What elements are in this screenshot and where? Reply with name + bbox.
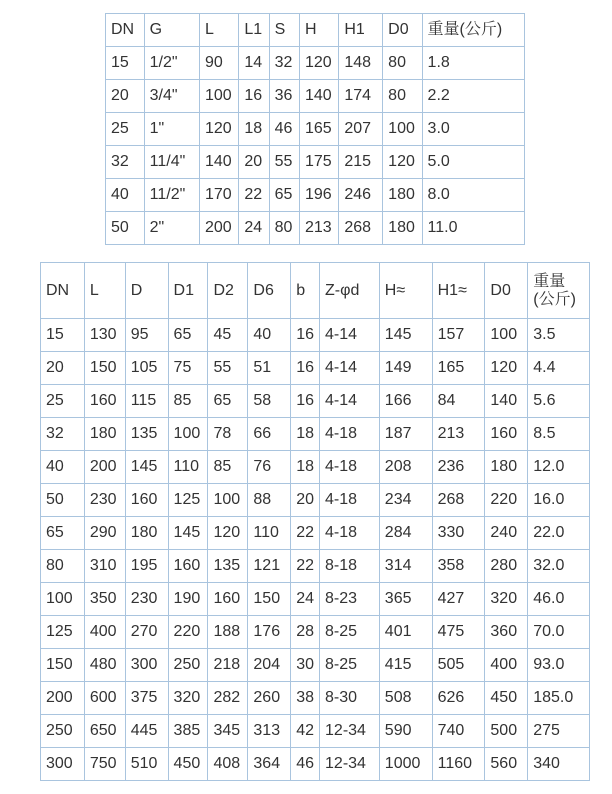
table-cell: 230 — [125, 583, 168, 616]
table-cell: 150 — [41, 649, 85, 682]
table-row — [41, 748, 590, 781]
table-row — [106, 113, 525, 146]
table-cell: 218 — [208, 649, 248, 682]
table-cell: 20 — [106, 80, 145, 113]
table-cell: 375 — [125, 682, 168, 715]
table-cell: 4-18 — [320, 517, 380, 550]
table-cell: 330 — [432, 517, 485, 550]
table-cell: 100 — [41, 583, 85, 616]
table-cell: 401 — [379, 616, 432, 649]
table-cell: 1/2" — [144, 47, 199, 80]
table-cell: 25 — [106, 113, 145, 146]
table-cell: 32.0 — [528, 550, 590, 583]
table-cell: 207 — [339, 113, 383, 146]
table-cell: 400 — [485, 649, 528, 682]
table-cell: 46 — [291, 748, 320, 781]
table-cell: 16 — [291, 352, 320, 385]
table-cell: 345 — [208, 715, 248, 748]
table-cell: 32 — [269, 47, 299, 80]
table-cell: 160 — [125, 484, 168, 517]
column-header: H1 — [339, 14, 383, 47]
table-cell: 16 — [291, 385, 320, 418]
table-cell: 140 — [299, 80, 338, 113]
column-header: S — [269, 14, 299, 47]
table-row — [41, 451, 590, 484]
table-cell: 275 — [528, 715, 590, 748]
table-cell: 475 — [432, 616, 485, 649]
table-cell: 175 — [299, 146, 338, 179]
table-cell: 150 — [84, 352, 125, 385]
table-cell: 66 — [248, 418, 291, 451]
table-cell: 22 — [239, 179, 269, 212]
table-cell: 4-14 — [320, 319, 380, 352]
table-cell: 1" — [144, 113, 199, 146]
table-cell: 188 — [208, 616, 248, 649]
table-cell: 1000 — [379, 748, 432, 781]
table-cell: 320 — [485, 583, 528, 616]
table-cell: 22 — [291, 550, 320, 583]
table-cell: 16 — [291, 319, 320, 352]
table-cell: 187 — [379, 418, 432, 451]
table-cell: 385 — [168, 715, 208, 748]
table-cell: 4.4 — [528, 352, 590, 385]
table-cell: 180 — [383, 212, 422, 245]
table-cell: 24 — [291, 583, 320, 616]
table-cell: 145 — [168, 517, 208, 550]
column-header: DN — [106, 14, 145, 47]
table-cell: 260 — [248, 682, 291, 715]
table-cell: 80 — [383, 47, 422, 80]
table-cell: 11/4" — [144, 146, 199, 179]
table-cell: 166 — [379, 385, 432, 418]
table-cell: 160 — [168, 550, 208, 583]
table-cell: 310 — [84, 550, 125, 583]
table-row — [41, 319, 590, 352]
column-header: b — [291, 263, 320, 319]
table-cell: 135 — [208, 550, 248, 583]
table-cell: 145 — [379, 319, 432, 352]
table-cell: 90 — [200, 47, 239, 80]
table-cell: 282 — [208, 682, 248, 715]
table-cell: 70.0 — [528, 616, 590, 649]
table-cell: 450 — [485, 682, 528, 715]
table-cell: 76 — [248, 451, 291, 484]
table-cell: 250 — [168, 649, 208, 682]
table-cell: 236 — [432, 451, 485, 484]
table-cell: 18 — [239, 113, 269, 146]
table-cell: 40 — [41, 451, 85, 484]
column-header: Z-φd — [320, 263, 380, 319]
table-cell: 135 — [125, 418, 168, 451]
table-cell: 320 — [168, 682, 208, 715]
table-cell: 11.0 — [422, 212, 524, 245]
column-header: L — [200, 14, 239, 47]
table-cell: 5.0 — [422, 146, 524, 179]
table-cell: 46 — [269, 113, 299, 146]
table-cell: 51 — [248, 352, 291, 385]
table-cell: 40 — [106, 179, 145, 212]
table-cell: 110 — [248, 517, 291, 550]
table-cell: 196 — [299, 179, 338, 212]
table-cell: 100 — [485, 319, 528, 352]
table-cell: 208 — [379, 451, 432, 484]
table-cell: 8.5 — [528, 418, 590, 451]
table-cell: 46.0 — [528, 583, 590, 616]
table-cell: 50 — [106, 212, 145, 245]
table-cell: 100 — [208, 484, 248, 517]
table-row — [41, 517, 590, 550]
table-cell: 185.0 — [528, 682, 590, 715]
table-cell: 250 — [41, 715, 85, 748]
table-row — [41, 385, 590, 418]
table-cell: 195 — [125, 550, 168, 583]
table-cell: 213 — [299, 212, 338, 245]
table-cell: 240 — [485, 517, 528, 550]
table-cell: 140 — [200, 146, 239, 179]
table-cell: 480 — [84, 649, 125, 682]
table-row — [41, 616, 590, 649]
table-cell: 600 — [84, 682, 125, 715]
table-cell: 121 — [248, 550, 291, 583]
table-cell: 84 — [432, 385, 485, 418]
table-cell: 270 — [125, 616, 168, 649]
table-cell: 200 — [41, 682, 85, 715]
table-cell: 120 — [299, 47, 338, 80]
table-cell: 220 — [485, 484, 528, 517]
table-cell: 400 — [84, 616, 125, 649]
table-cell: 508 — [379, 682, 432, 715]
table-cell: 2" — [144, 212, 199, 245]
column-header: G — [144, 14, 199, 47]
table-cell: 8-30 — [320, 682, 380, 715]
table-cell: 360 — [485, 616, 528, 649]
table-cell: 15 — [106, 47, 145, 80]
table-cell: 100 — [168, 418, 208, 451]
table-cell: 200 — [84, 451, 125, 484]
table-cell: 80 — [383, 80, 422, 113]
column-header: L1 — [239, 14, 269, 47]
header-row — [106, 14, 525, 47]
table-row — [41, 715, 590, 748]
table-cell: 215 — [339, 146, 383, 179]
table-cell: 85 — [168, 385, 208, 418]
table-cell: 12-34 — [320, 748, 380, 781]
table-cell: 125 — [41, 616, 85, 649]
table-cell: 58 — [248, 385, 291, 418]
table-cell: 148 — [339, 47, 383, 80]
table-cell: 213 — [432, 418, 485, 451]
table-cell: 560 — [485, 748, 528, 781]
table-cell: 200 — [200, 212, 239, 245]
table-cell: 65 — [41, 517, 85, 550]
table-cell: 120 — [383, 146, 422, 179]
table-cell: 284 — [379, 517, 432, 550]
table-cell: 246 — [339, 179, 383, 212]
table-row — [41, 682, 590, 715]
table-row — [106, 179, 525, 212]
table-cell: 427 — [432, 583, 485, 616]
column-header: D0 — [485, 263, 528, 319]
table-cell: 22 — [291, 517, 320, 550]
table-cell: 365 — [379, 583, 432, 616]
table-cell: 65 — [269, 179, 299, 212]
table-cell: 105 — [125, 352, 168, 385]
table-cell: 20 — [41, 352, 85, 385]
table-cell: 4-18 — [320, 484, 380, 517]
table-cell: 358 — [432, 550, 485, 583]
table-cell: 45 — [208, 319, 248, 352]
table-cell: 78 — [208, 418, 248, 451]
table-row — [106, 146, 525, 179]
table-cell: 65 — [168, 319, 208, 352]
table-cell: 3.5 — [528, 319, 590, 352]
table-cell: 300 — [125, 649, 168, 682]
table-cell: 95 — [125, 319, 168, 352]
table-cell: 3.0 — [422, 113, 524, 146]
table-cell: 75 — [168, 352, 208, 385]
table-cell: 2.2 — [422, 80, 524, 113]
table-cell: 110 — [168, 451, 208, 484]
table-cell: 160 — [485, 418, 528, 451]
table-cell: 415 — [379, 649, 432, 682]
table-cell: 350 — [84, 583, 125, 616]
table-cell: 505 — [432, 649, 485, 682]
column-header: H1≈ — [432, 263, 485, 319]
column-header: DN — [41, 263, 85, 319]
table-cell: 4-14 — [320, 385, 380, 418]
table-cell: 3/4" — [144, 80, 199, 113]
table-cell: 8-25 — [320, 649, 380, 682]
table-row — [41, 583, 590, 616]
table-cell: 500 — [485, 715, 528, 748]
table-cell: 38 — [291, 682, 320, 715]
spec-table-threaded — [105, 13, 525, 245]
table-cell: 4-18 — [320, 451, 380, 484]
column-header: H — [299, 14, 338, 47]
table-cell: 157 — [432, 319, 485, 352]
table-cell: 120 — [200, 113, 239, 146]
table-cell: 65 — [208, 385, 248, 418]
table-cell: 740 — [432, 715, 485, 748]
table-cell: 176 — [248, 616, 291, 649]
table-cell: 55 — [269, 146, 299, 179]
table-cell: 8-23 — [320, 583, 380, 616]
column-header: H≈ — [379, 263, 432, 319]
table-cell: 180 — [125, 517, 168, 550]
table-row — [41, 649, 590, 682]
column-header: 重量(公斤) — [528, 263, 590, 319]
table-cell: 16 — [239, 80, 269, 113]
table-cell: 4-18 — [320, 418, 380, 451]
table-cell: 268 — [432, 484, 485, 517]
table-cell: 140 — [485, 385, 528, 418]
table-cell: 300 — [41, 748, 85, 781]
table-cell: 170 — [200, 179, 239, 212]
table-cell: 100 — [200, 80, 239, 113]
table-cell: 180 — [383, 179, 422, 212]
table-cell: 180 — [485, 451, 528, 484]
table-row — [41, 418, 590, 451]
table-cell: 88 — [248, 484, 291, 517]
table-cell: 100 — [383, 113, 422, 146]
column-header: 重量(公斤) — [422, 14, 524, 47]
table-cell: 230 — [84, 484, 125, 517]
table-cell: 1.8 — [422, 47, 524, 80]
table-cell: 22.0 — [528, 517, 590, 550]
table-cell: 30 — [291, 649, 320, 682]
table-cell: 149 — [379, 352, 432, 385]
table-row — [106, 80, 525, 113]
table-cell: 32 — [41, 418, 85, 451]
table-cell: 364 — [248, 748, 291, 781]
column-header: D — [125, 263, 168, 319]
table-cell: 42 — [291, 715, 320, 748]
table-cell: 4-14 — [320, 352, 380, 385]
column-header: D2 — [208, 263, 248, 319]
table-cell: 36 — [269, 80, 299, 113]
table-cell: 160 — [84, 385, 125, 418]
table-cell: 8-18 — [320, 550, 380, 583]
table-row — [106, 212, 525, 245]
table-cell: 24 — [239, 212, 269, 245]
table-cell: 340 — [528, 748, 590, 781]
column-header: D6 — [248, 263, 291, 319]
table-cell: 190 — [168, 583, 208, 616]
table-cell: 80 — [269, 212, 299, 245]
table-cell: 174 — [339, 80, 383, 113]
table-cell: 20 — [239, 146, 269, 179]
table-cell: 750 — [84, 748, 125, 781]
table-cell: 313 — [248, 715, 291, 748]
column-header: D0 — [383, 14, 422, 47]
table-cell: 18 — [291, 451, 320, 484]
column-header: D1 — [168, 263, 208, 319]
table-cell: 55 — [208, 352, 248, 385]
table-cell: 12-34 — [320, 715, 380, 748]
table-cell: 220 — [168, 616, 208, 649]
table-cell: 445 — [125, 715, 168, 748]
table-cell: 18 — [291, 418, 320, 451]
table-row — [41, 550, 590, 583]
table-cell: 93.0 — [528, 649, 590, 682]
table-cell: 8.0 — [422, 179, 524, 212]
table-cell: 234 — [379, 484, 432, 517]
table-cell: 5.6 — [528, 385, 590, 418]
table-cell: 314 — [379, 550, 432, 583]
table-cell: 20 — [291, 484, 320, 517]
table-cell: 15 — [41, 319, 85, 352]
table-cell: 204 — [248, 649, 291, 682]
column-header: L — [84, 263, 125, 319]
table-cell: 40 — [248, 319, 291, 352]
table-row — [41, 352, 590, 385]
table-cell: 120 — [208, 517, 248, 550]
table-cell: 16.0 — [528, 484, 590, 517]
table-cell: 80 — [41, 550, 85, 583]
table-cell: 626 — [432, 682, 485, 715]
table-row — [41, 484, 590, 517]
table-cell: 145 — [125, 451, 168, 484]
table-cell: 32 — [106, 146, 145, 179]
table-cell: 11/2" — [144, 179, 199, 212]
table-cell: 25 — [41, 385, 85, 418]
table-cell: 130 — [84, 319, 125, 352]
table-cell: 180 — [84, 418, 125, 451]
table-cell: 1160 — [432, 748, 485, 781]
table-cell: 50 — [41, 484, 85, 517]
table-cell: 510 — [125, 748, 168, 781]
table-cell: 8-25 — [320, 616, 380, 649]
table-cell: 12.0 — [528, 451, 590, 484]
table-cell: 14 — [239, 47, 269, 80]
table-cell: 160 — [208, 583, 248, 616]
table-cell: 450 — [168, 748, 208, 781]
table-cell: 290 — [84, 517, 125, 550]
table-cell: 268 — [339, 212, 383, 245]
table-cell: 28 — [291, 616, 320, 649]
table-cell: 280 — [485, 550, 528, 583]
table-cell: 408 — [208, 748, 248, 781]
table-cell: 150 — [248, 583, 291, 616]
table-cell: 165 — [299, 113, 338, 146]
spec-table-flanged — [40, 262, 590, 781]
table-row — [106, 47, 525, 80]
table-cell: 590 — [379, 715, 432, 748]
table-cell: 650 — [84, 715, 125, 748]
table-cell: 85 — [208, 451, 248, 484]
header-row — [41, 263, 590, 319]
table-cell: 120 — [485, 352, 528, 385]
table-cell: 125 — [168, 484, 208, 517]
table-cell: 165 — [432, 352, 485, 385]
table-cell: 115 — [125, 385, 168, 418]
